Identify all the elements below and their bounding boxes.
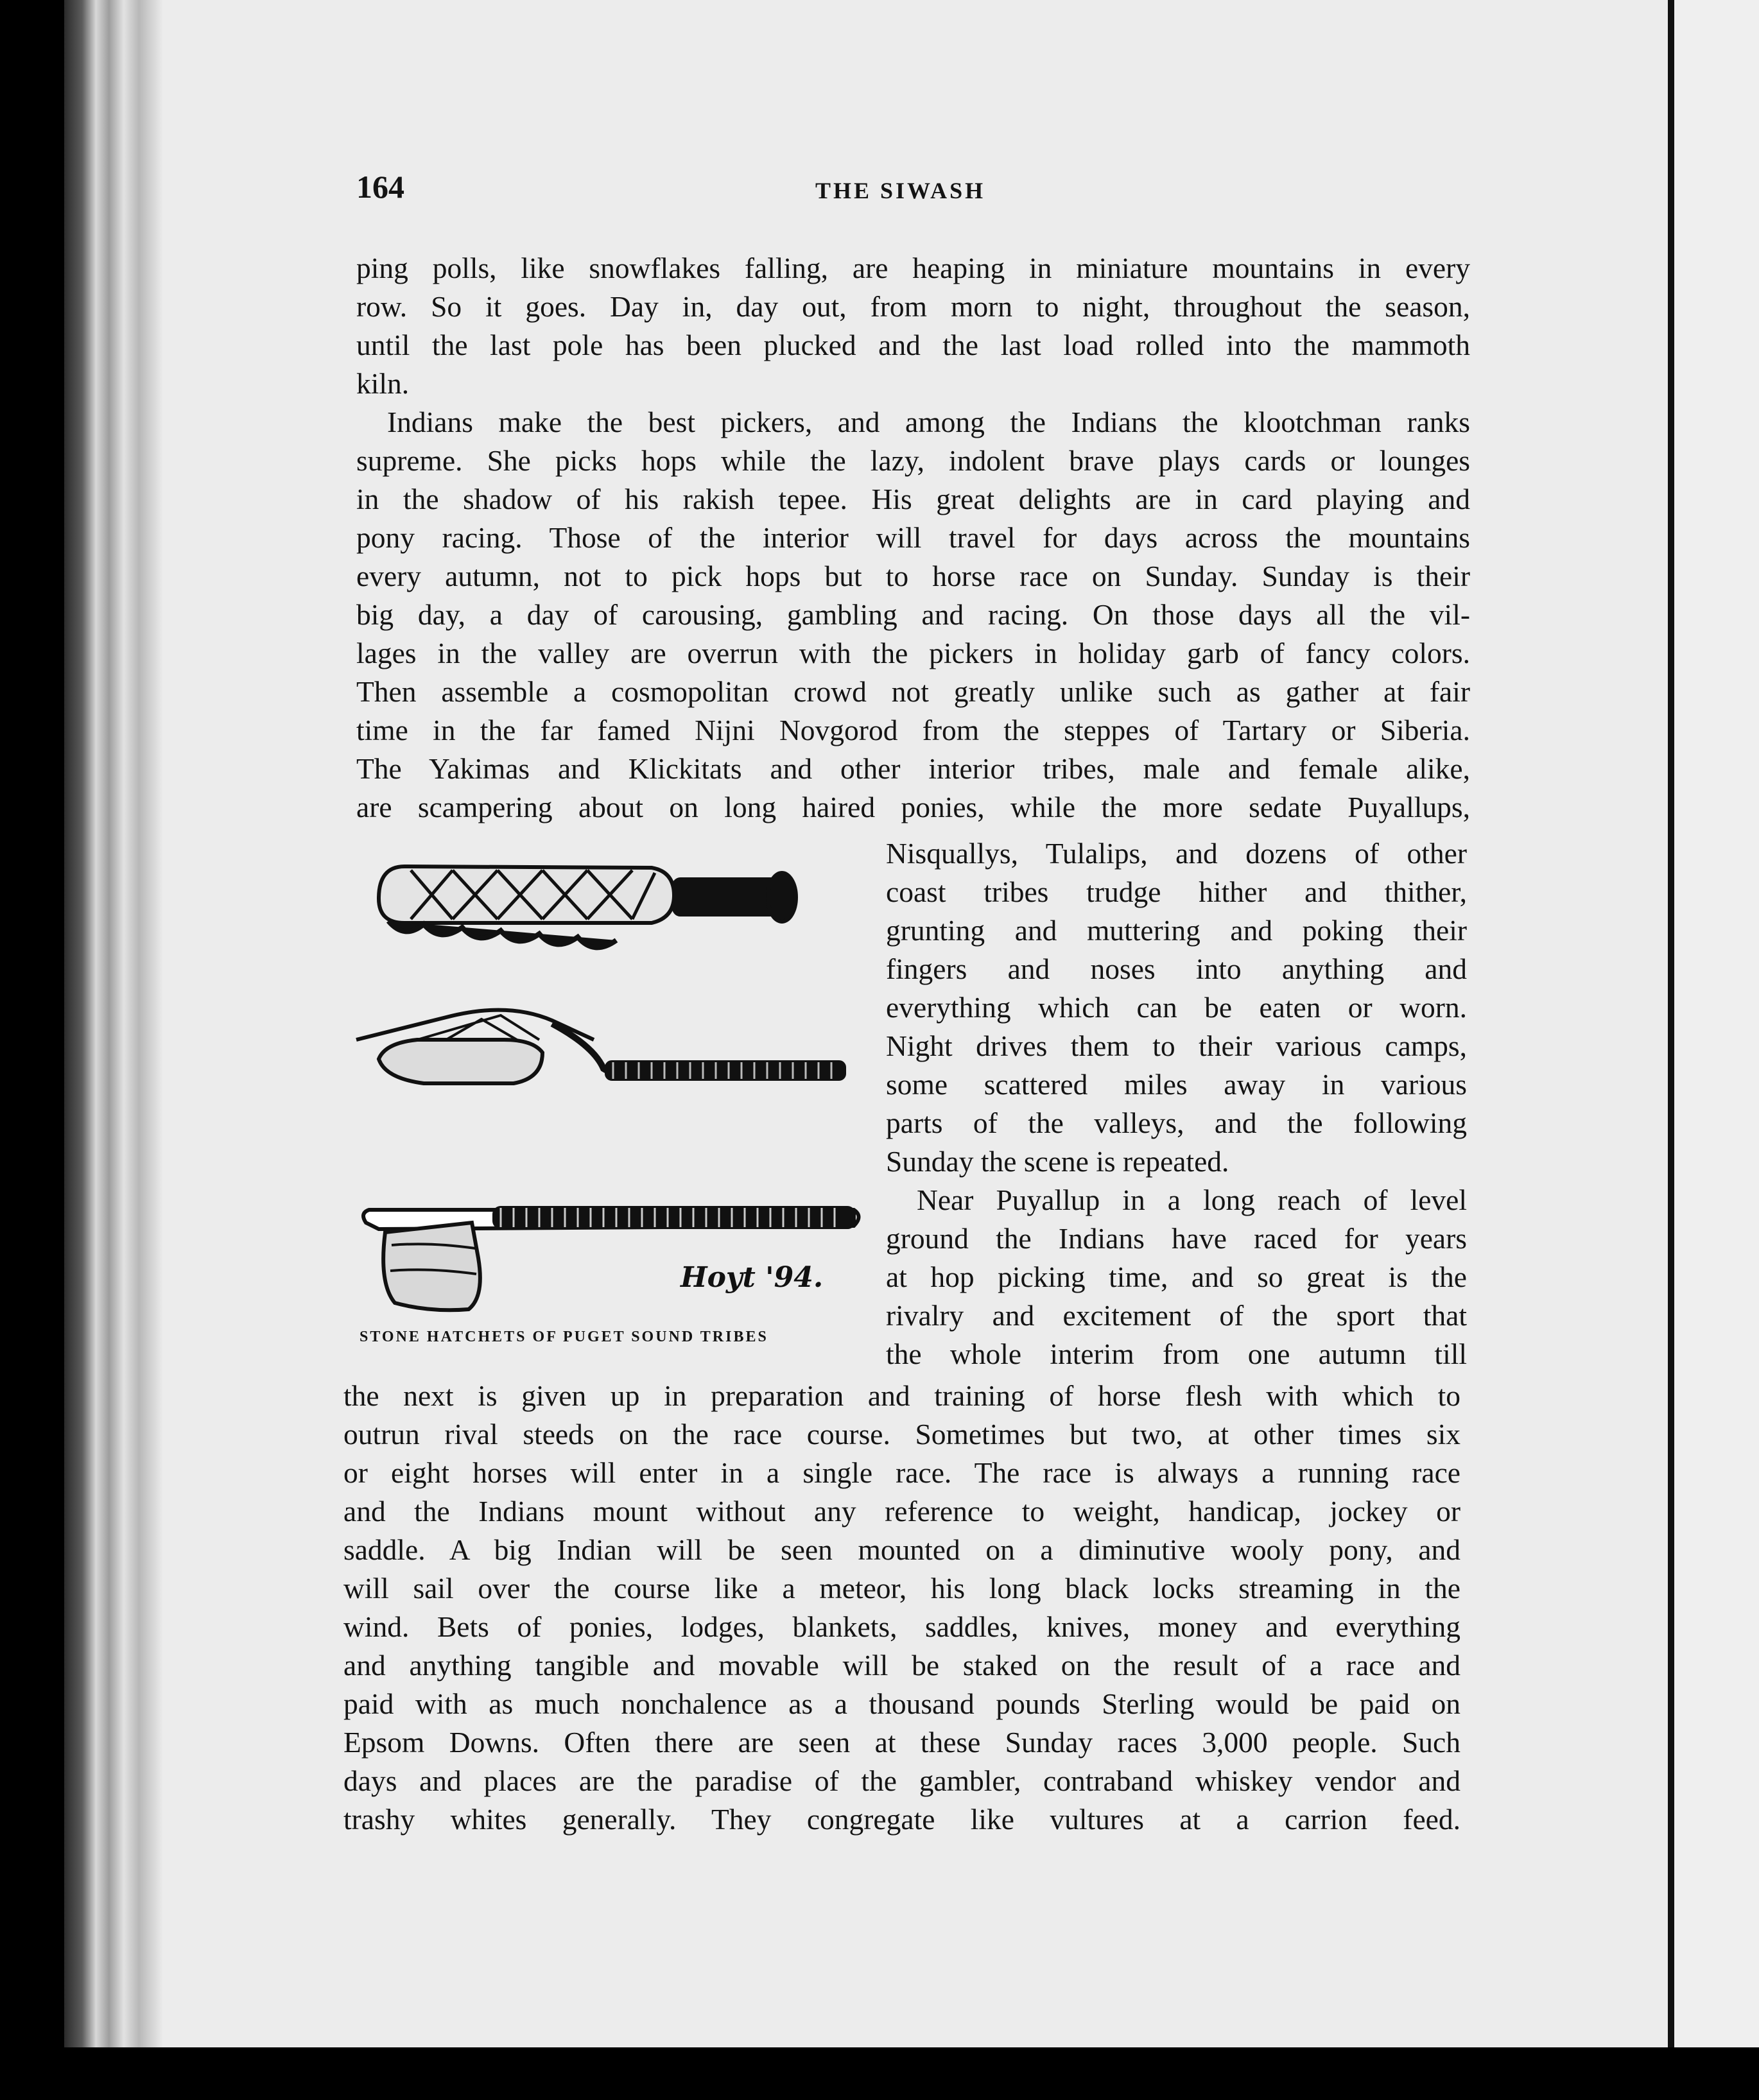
body-text-top	[356, 249, 1470, 827]
hatchet-2-icon	[356, 1010, 844, 1083]
text-line: trashy whites generally. They congregate like vultures at a carrion feed.	[343, 1803, 1460, 1836]
text-line: The Yakimas and Klickitats and other interior tribes, male and female alike,	[356, 752, 1470, 785]
running-head: THE SIWASH	[815, 178, 986, 203]
text-line: rivalry and excitement of the sport that	[886, 1299, 1467, 1332]
page-number: 164	[356, 169, 404, 205]
text-line: saddle. A big Indian will be seen mounted on a diminutive wooly pony, and	[343, 1533, 1460, 1566]
text-line: coast tribes trudge hither and thither,	[886, 875, 1467, 908]
text-line: grunting and muttering and poking their	[886, 914, 1467, 947]
hatchets-drawing	[340, 847, 873, 1322]
text-line: wind. Bets of ponies, lodges, blankets, saddles, knives, money and everything	[343, 1610, 1460, 1643]
text-line: ping polls, like snowflakes falling, are heaping in miniature mountains in every	[356, 252, 1470, 284]
text-line: are scampering about on long haired ponies, while the more sedate Puyallups,	[356, 791, 1470, 823]
text-line: kiln.	[356, 367, 410, 400]
text-line: ground the Indians have raced for years	[886, 1222, 1467, 1255]
text-line: or eight horses will enter in a single race. The race is always a running race	[343, 1456, 1460, 1489]
text-line: lages in the valley are overrun with the pickers in holiday garb of fancy colors.	[356, 637, 1470, 669]
text-line: the whole interim from one autumn till	[886, 1338, 1467, 1370]
text-line: time in the far famed Nijni Novgorod from the steppes of Tartary or Siberia.	[356, 714, 1470, 746]
text-line: Nisquallys, Tulalips, and dozens of other	[886, 837, 1467, 870]
text-line: Near Puyallup in a long reach of level	[917, 1183, 1467, 1216]
book-spine-edge	[64, 0, 164, 2047]
hatchet-3-icon	[363, 1208, 859, 1310]
text-line: will sail over the course like a meteor, his long black locks streaming in the	[343, 1572, 1460, 1605]
text-line: until the last pole has been plucked and the last load rolled into the mammoth	[356, 329, 1470, 361]
text-line: Night drives them to their various camps,	[886, 1029, 1467, 1062]
text-line: everything which can be eaten or worn.	[886, 991, 1467, 1024]
text-line: parts of the valleys, and the following	[886, 1106, 1467, 1139]
text-line: big day, a day of carousing, gambling and racing. On those days all the vil-	[356, 598, 1470, 631]
hatchet-1-icon	[379, 866, 796, 947]
text-line: some scattered miles away in various	[886, 1068, 1467, 1101]
body-text-bottom	[343, 1377, 1460, 1839]
artist-signature: Hoyt '94.	[680, 1261, 824, 1294]
text-line: every autumn, not to pick hops but to horse race on Sunday. Sunday is their	[356, 560, 1470, 592]
text-line: and the Indians mount without any reference to weight, handicap, jockey or	[343, 1495, 1460, 1528]
text-line: days and places are the paradise of the gambler, contraband whiskey vendor and	[343, 1764, 1460, 1797]
body-text-right-column	[886, 834, 1467, 1373]
text-line: row. So it goes. Day in, day out, from morn to night, throughout the season,	[356, 290, 1470, 323]
adjacent-page-strip	[1674, 0, 1759, 2100]
text-line: Then assemble a cosmopolitan crowd not greatly unlike such as gather at fair	[356, 675, 1470, 708]
text-line: at hop picking time, and so great is the	[886, 1261, 1467, 1293]
text-line: and anything tangible and movable will be staked on the result of a race and	[343, 1649, 1460, 1682]
text-line: Epsom Downs. Often there are seen at these Sunday races 3,000 people. Such	[343, 1726, 1460, 1759]
text-line: outrun rival steeds on the race course. Sometimes but two, at other times six	[343, 1418, 1460, 1450]
scan-border	[0, 2047, 1759, 2100]
figure-caption: STONE HATCHETS OF PUGET SOUND TRIBES	[360, 1329, 768, 1345]
page-header	[356, 168, 1473, 213]
text-line: fingers and noses into anything and	[886, 952, 1467, 985]
text-line: supreme. She picks hops while the lazy, indolent brave plays cards or lounges	[356, 444, 1470, 477]
text-line: paid with as much nonchalence as a thousand pounds Sterling would be paid on	[343, 1687, 1460, 1720]
stone-hatchets-illustration	[340, 847, 873, 1354]
text-line: the next is given up in preparation and training of horse flesh with which to	[343, 1379, 1460, 1412]
text-line: pony racing. Those of the interior will travel for days across the mountains	[356, 521, 1470, 554]
text-line: Indians make the best pickers, and among the Indians the klootchman ranks	[387, 406, 1470, 438]
page-edge-line	[1668, 0, 1674, 2067]
text-line: in the shadow of his rakish tepee. His great delights are in card playing and	[356, 483, 1470, 515]
text-line: Sunday the scene is repeated.	[886, 1145, 1229, 1178]
